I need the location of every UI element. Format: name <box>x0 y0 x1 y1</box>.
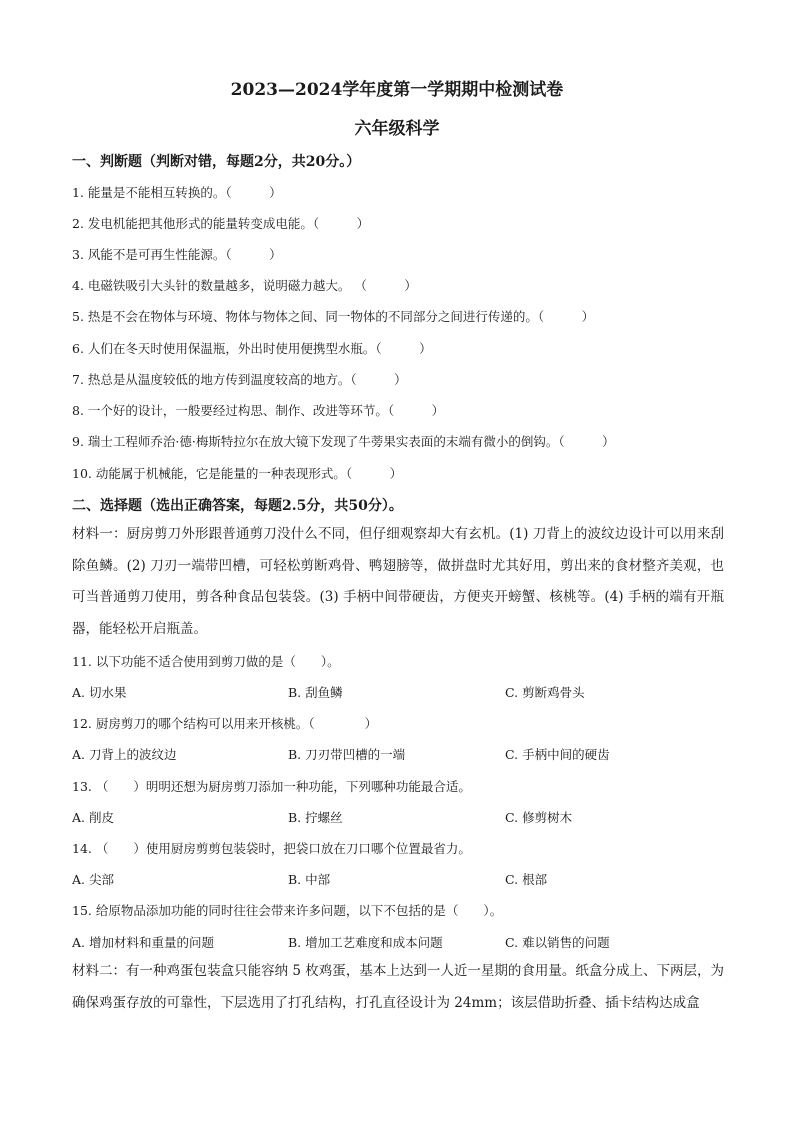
q11-option-a: A. 切水果 <box>72 685 127 700</box>
q14-option-a: A. 尖部 <box>72 872 114 887</box>
question-1: 1. 能量是不能相互转换的。（ ） <box>72 185 282 200</box>
q14-option-b: B. 中部 <box>288 872 331 887</box>
question-5: 5. 热是不会在物体与环境、物体与物体之间、同一物体的不同部分之间进行传递的。（ ） <box>72 309 595 324</box>
q11-option-b: B. 刮鱼鳞 <box>288 685 343 700</box>
q13-option-c: C. 修剪树木 <box>505 810 573 825</box>
question-13: 13. （ ）明明还想为厨房剪刀添加一种功能，下列哪种功能最合适。 <box>72 779 471 794</box>
material-1: 材料一：厨房剪刀外形跟普通剪刀没什么不同，但仔细观察却大有玄机。(1) 刀背上的波纹边设计可以用来刮除鱼鳞。(2) 刀刃一端带凹槽，可轻松剪断鸡骨、鸭翅膀等，做拼盘时尤其好用，剪出来的食材整齐美观，也可当普通剪刀使用，剪各种食品包装袋。(3) 手柄中间带硬齿，方便夹开螃蟹、核桃等。(4) 手柄的端有开瓶器，能轻松开启瓶盖。 <box>72 526 724 637</box>
q12-option-a: A. 刀背上的波纹边 <box>72 747 177 762</box>
q11-option-c: C. 剪断鸡骨头 <box>505 685 585 700</box>
question-6: 6. 人们在冬天时使用保温瓶，外出时使用便携型水瓶。（ ） <box>72 341 432 356</box>
question-7: 7. 热总是从温度较低的地方传到温度较高的地方。（ ） <box>72 372 407 387</box>
question-11: 11. 以下功能不适合使用到剪刀做的是（ ）。 <box>72 654 340 669</box>
material-2: 材料二：有一种鸡蛋包装盒只能容纳 5 枚鸡蛋，基本上达到一人近一星期的食用量。纸盒分成上、下两层，为确保鸡蛋存放的可靠性，下层选用了打孔结构，打孔直径设计为 24mm；该层借助折叠、插卡结构达成盒 <box>72 963 724 1011</box>
q15-option-a: A. 增加材料和重量的问题 <box>72 935 214 950</box>
question-9: 9. 瑞士工程师乔治·德·梅斯特拉尔在放大镜下发现了牛蒡果实表面的末端有微小的倒钩。（ ） <box>72 434 615 449</box>
question-14: 14. （ ）使用厨房剪剪包装袋时，把袋口放在刀口哪个位置最省力。 <box>72 841 471 856</box>
q12-option-b: B. 刀刃带凹槽的一端 <box>288 747 406 762</box>
question-2: 2. 发电机能把其他形式的能量转变成电能。（ ） <box>72 216 370 231</box>
section1-heading: 一、判断题（判断对错，每题2分，共20分。） <box>72 154 361 170</box>
question-8: 8. 一个好的设计，一般要经过构思、制作、改进等环节。（ ） <box>72 403 445 418</box>
q15-option-b: B. 增加工艺难度和成本问题 <box>288 935 443 950</box>
q13-option-a: A. 削皮 <box>72 810 114 825</box>
q13-option-b: B. 拧螺丝 <box>288 810 343 825</box>
q12-option-c: C. 手柄中间的硬齿 <box>505 747 610 762</box>
question-4: 4. 电磁铁吸引大头针的数量越多，说明磁力越大。 （ ） <box>72 278 417 293</box>
section2-heading: 二、选择题（选出正确答案，每题2.5分，共50分）。 <box>72 498 403 514</box>
question-15: 15. 给原物品添加功能的同时往往会带来许多问题，以下不包括的是（ ）。 <box>72 903 503 918</box>
page-title: 2023—2024学年度第一学期期中检测试卷 <box>230 80 564 100</box>
question-12: 12. 厨房剪刀的哪个结构可以用来开核桃。（ ） <box>72 716 378 731</box>
question-3: 3. 风能不是可再生性能源。（ ） <box>72 247 282 262</box>
page-subtitle: 六年级科学 <box>354 119 440 139</box>
q14-option-c: C. 根部 <box>505 872 548 887</box>
question-10: 10. 动能属于机械能，它是能量的一种表现形式。（ ） <box>72 466 403 481</box>
q15-option-c: C. 难以销售的问题 <box>505 935 610 950</box>
